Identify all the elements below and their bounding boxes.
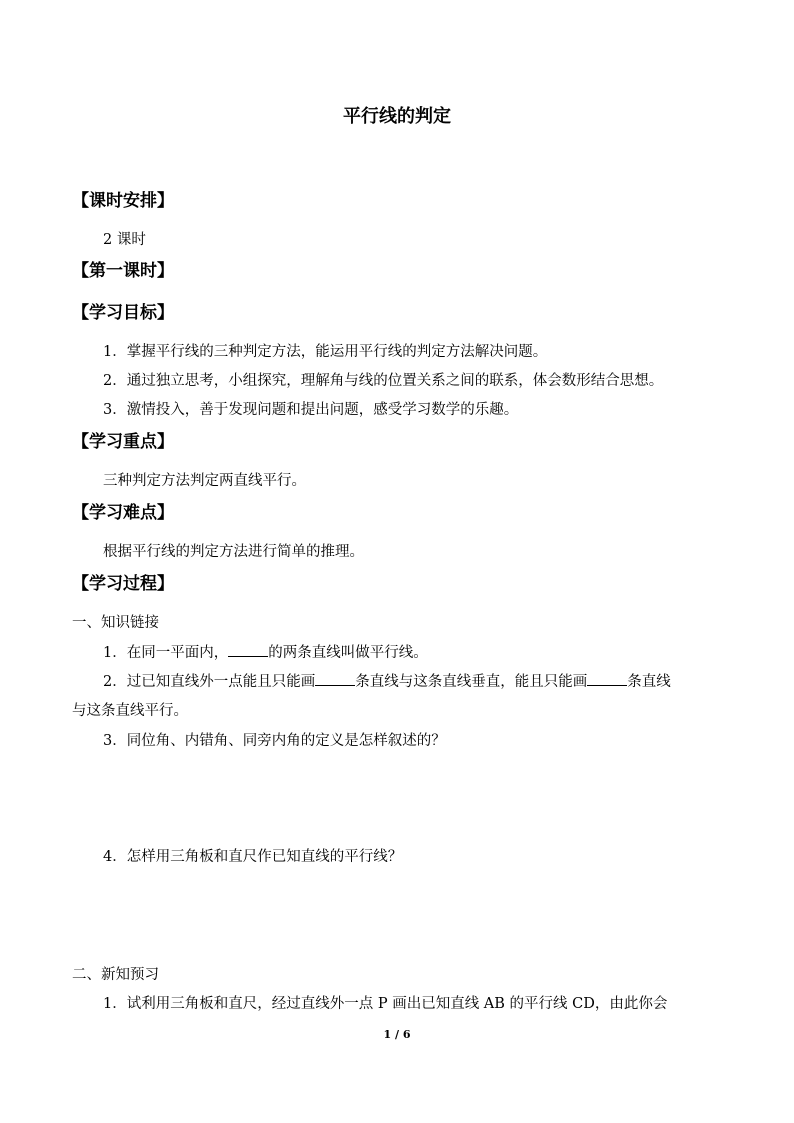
schedule-heading: 【课时安排】	[72, 191, 174, 211]
preview-question-1: 1．试利用三角板和直尺，经过直线外一点 P 画出已知直线 AB 的平行线 CD，由此你会	[103, 996, 668, 1012]
question-4: 4．怎样用三角板和直尺作已知直线的平行线？	[103, 849, 403, 865]
key-points-text: 三种判定方法判定两直线平行。	[103, 473, 306, 489]
goal-item-3: 3．激情投入，善于发现问题和提出问题，感受学习数学的乐趣。	[103, 402, 519, 418]
difficulty-heading: 【学习难点】	[72, 503, 174, 523]
fill-blank[interactable]	[587, 671, 627, 686]
question-2-part-b: 条直线与这条直线垂直，能且只能画	[355, 674, 588, 690]
question-3: 3．同位角、内错角、同旁内角的定义是怎样叙述的？	[103, 733, 446, 749]
question-1-suffix: 的两条直线叫做平行线。	[268, 645, 428, 661]
key-points-heading: 【学习重点】	[72, 432, 174, 452]
question-2	[103, 671, 671, 692]
process-heading: 【学习过程】	[72, 574, 174, 594]
question-2-continued: 与这条直线平行。	[72, 703, 188, 719]
fill-blank[interactable]	[228, 642, 268, 657]
goals-heading: 【学习目标】	[72, 303, 174, 323]
knowledge-link-label: 一、知识链接	[72, 615, 159, 631]
difficulty-text: 根据平行线的判定方法进行简单的推理。	[103, 544, 364, 560]
question-1	[103, 642, 428, 663]
question-1-prefix: 1．在同一平面内，	[103, 645, 229, 661]
lesson-heading: 【第一课时】	[72, 261, 174, 281]
page-number: 1 / 6	[383, 1028, 411, 1041]
goal-item-1: 1．掌握平行线的三种判定方法，能运用平行线的判定方法解决问题。	[103, 344, 548, 360]
question-2-part-a: 2．过已知直线外一点能且只能画	[103, 674, 316, 690]
schedule-text: 2 课时	[103, 232, 146, 248]
page-title: 平行线的判定	[343, 106, 451, 127]
fill-blank[interactable]	[315, 671, 355, 686]
goal-item-2: 2．通过独立思考，小组探究，理解角与线的位置关系之间的联系，体会数形结合思想。	[103, 373, 664, 389]
question-2-part-c: 条直线	[627, 674, 671, 690]
new-knowledge-label: 二、新知预习	[72, 967, 159, 983]
